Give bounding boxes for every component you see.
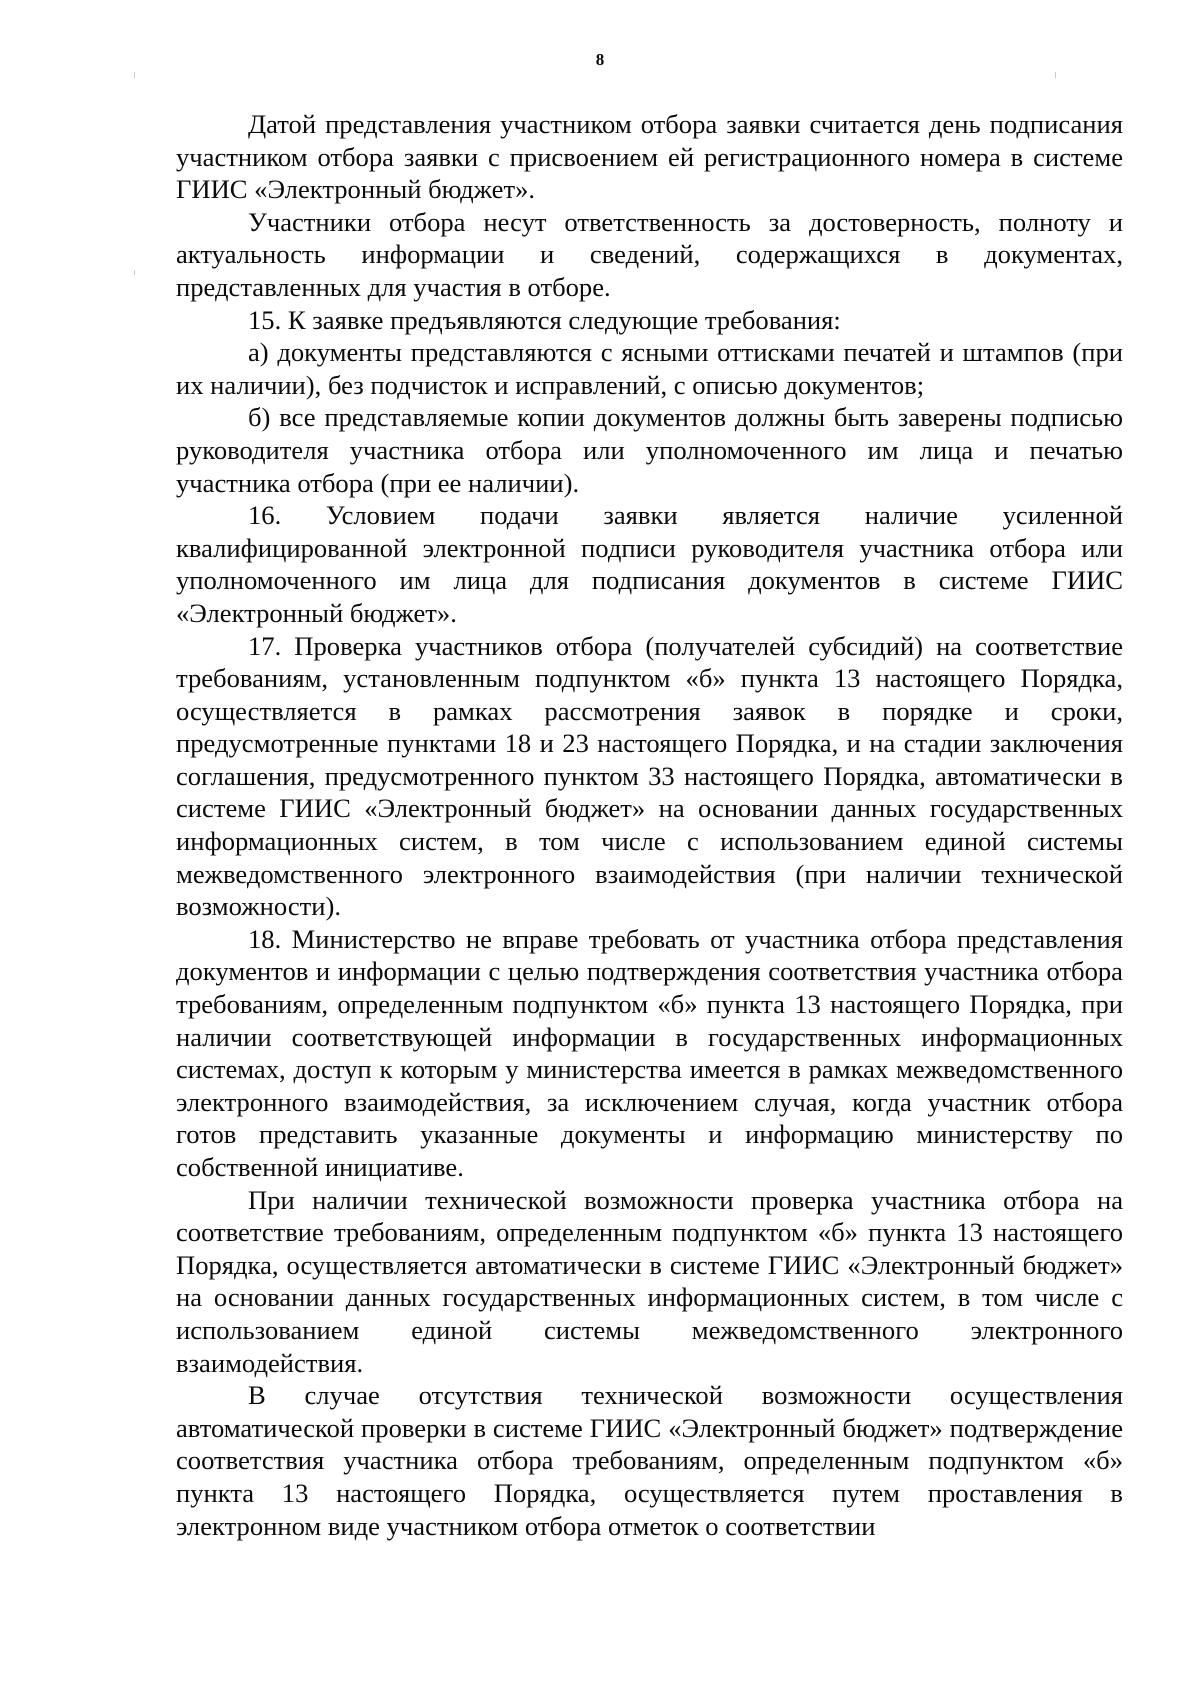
paragraph-participant-responsibility: Участники отбора несут ответственность за достоверность, полноту и актуальность информации и сведений, содержащихся в документах, представленных для участия в отборе. <box>176 206 1123 302</box>
paragraph-manual-confirmation: В случае отсутствия технической возможности осуществления автоматической проверки в системе ГИИС «Электронный бюджет» подтверждение соответствия участника отбора требованиям, определенным подпунктом «б» пункта 13 настоящего Порядка, осуществляется путем проставления в электронном виде участником отбора отметок о соответствии <box>176 1380 1123 1541</box>
document-body <box>176 108 1123 1542</box>
paragraph-automatic-check: При наличии технической возможности проверка участника отбора на соответствие требованиям, определенным подпунктом «б» пункта 13 настоящего Порядка, осуществляется автоматически в системе ГИИС «Электронный бюджет» на основании данных государственных информационных систем, в том числе с использованием единой системы межведомственного электронного взаимодействия. <box>176 1184 1123 1378</box>
scan-mark-right <box>1055 72 1056 78</box>
paragraph-submission-date: Датой представления участником отбора заявки считается день подписания участником отбора заявки с присвоением ей регистрационного номера в системе ГИИС «Электронный бюджет». <box>176 109 1123 205</box>
paragraph-item-15b: б) все представляемые копии документов должны быть заверены подписью руководителя участника отбора или уполномоченного им лица и печатью участника отбора (при ее наличии). <box>176 402 1123 498</box>
paragraph-item-15a: а) документы представляются с ясными оттисками печатей и штампов (при их наличии), без подчисток и исправлений, с описью документов; <box>176 337 1123 400</box>
paragraph-item-16: 16. Условием подачи заявки является наличие усиленной квалифицированной электронной подписи руководителя участника отбора или уполномоченного им лица для подписания документов в системе ГИИС «Электронный бюджет». <box>176 500 1123 628</box>
paragraph-item-15: 15. К заявке предъявляются следующие требования: <box>248 304 841 335</box>
scan-mark-left <box>134 72 135 78</box>
paragraph-item-17: 17. Проверка участников отбора (получателей субсидий) на соответствие требованиям, установленным подпунктом «б» пункта 13 настоящего Порядка, осуществляется в рамках рассмотрения заявок в порядке и сроки, предусмотренные пунктами 18 и 23 настоящего Порядка, и на стадии заключения соглашения, предусмотренного пунктом 33 настоящего Порядка, автоматически в системе ГИИС «Электронный бюджет» на основании данных государственных информационных систем, в том числе с использованием единой системы межведомственного электронного взаимодействия (при наличии технической возможности). <box>176 630 1123 922</box>
scan-mark-margin <box>134 270 135 275</box>
page-number: 8 <box>595 50 605 69</box>
paragraph-item-18: 18. Министерство не вправе требовать от участника отбора представления документов и информации с целью подтверждения соответствия участника отбора требованиям, определенным подпунктом «б» пункта 13 настоящего Порядка, при наличии соответствующей информации в государственных информационных системах, доступ к которым у министерства имеется в рамках межведомственного электронного взаимодействия, за исключением случая, когда участник отбора готов представить указанные документы и информацию министерству по собственной инициативе. <box>176 923 1123 1182</box>
